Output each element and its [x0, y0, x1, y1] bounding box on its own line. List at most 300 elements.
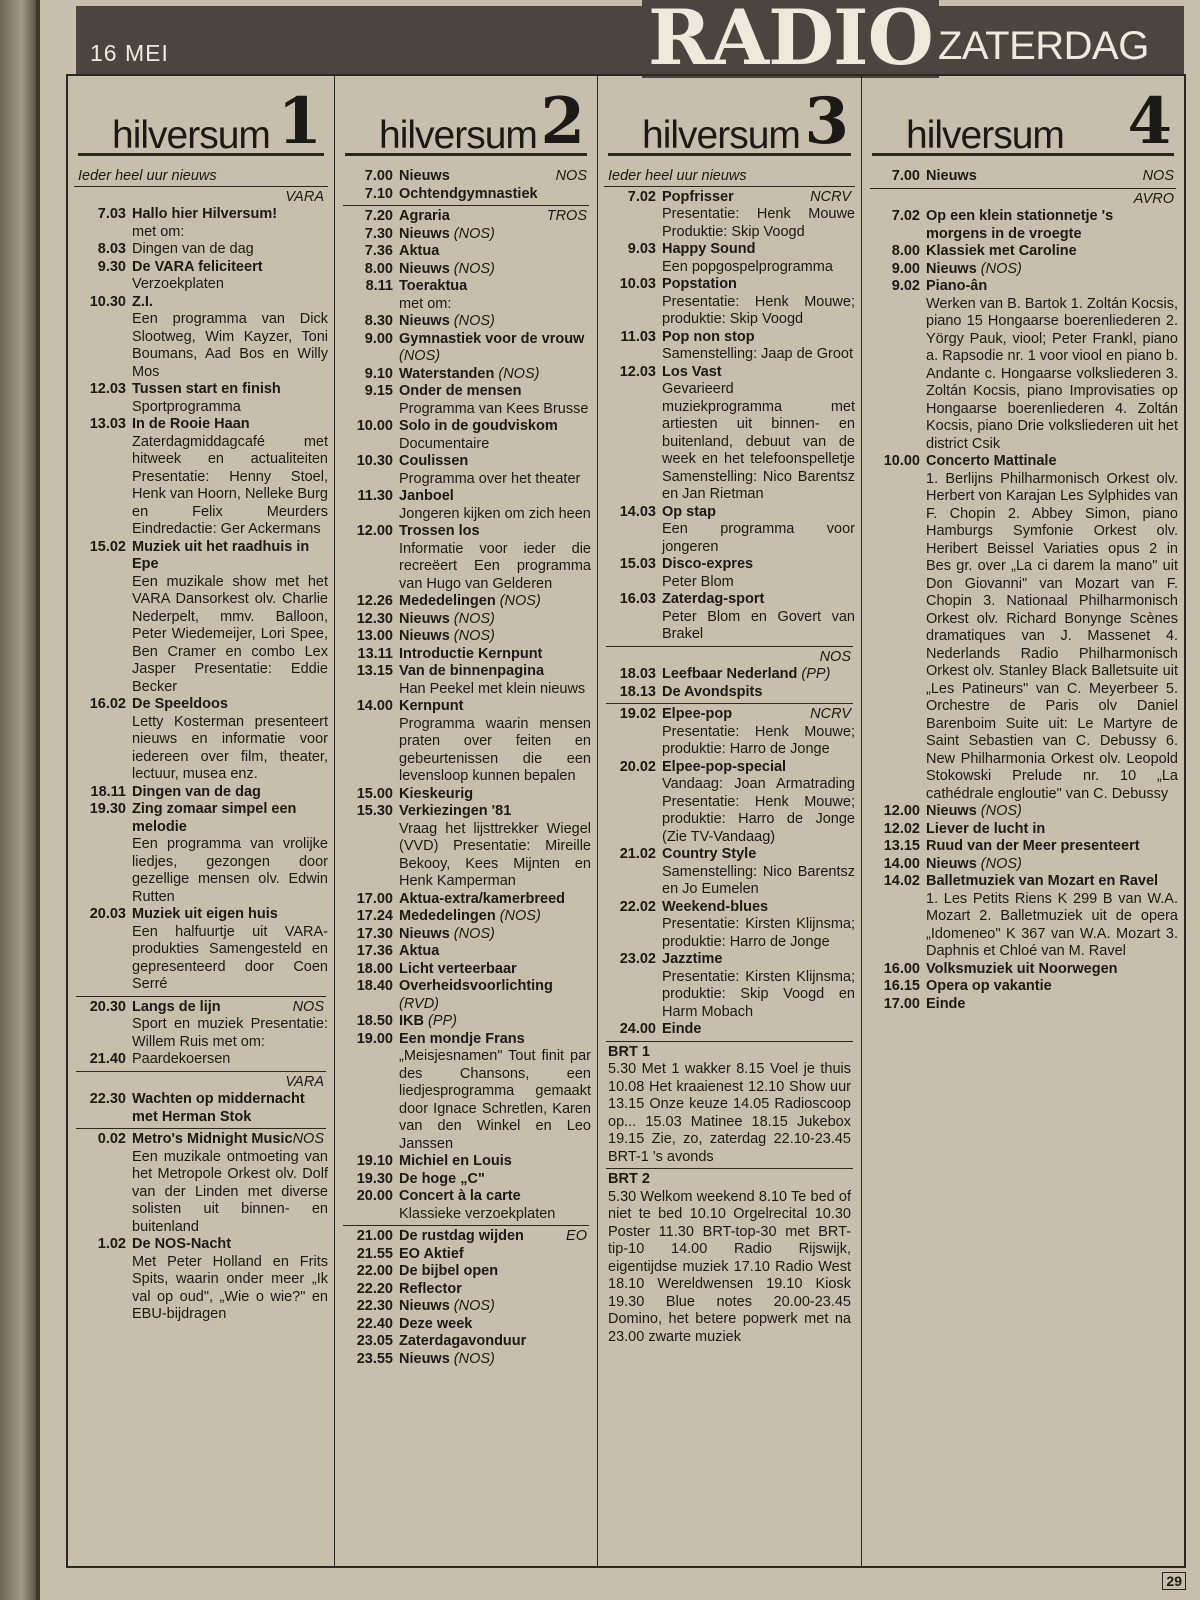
program-description: Zaterdagmiddagcafé met hitweek en actualiteiten Presentatie: Henny Stoel, Henk van Hoorn, Nelleke Burg en Felix Meurders Eindredactie: Ger Ackermans	[132, 433, 328, 537]
divider	[606, 1168, 853, 1169]
page-banner	[76, 0, 1184, 82]
program-title: Happy Sound	[662, 241, 756, 257]
program-description: Een programma voor jongeren	[662, 521, 855, 555]
program-time: 7.20	[364, 208, 393, 224]
program-row	[74, 416, 328, 539]
program-info	[132, 1091, 328, 1126]
program-title-line	[399, 208, 591, 226]
program-time: 19.02	[619, 706, 656, 722]
program-info	[399, 1298, 591, 1316]
program-time: 9.02	[891, 278, 920, 294]
program-title-line	[399, 1263, 591, 1281]
program-info	[662, 329, 855, 364]
program-title-line	[399, 908, 591, 926]
program-info	[399, 1188, 591, 1223]
program-row	[341, 1188, 591, 1223]
program-time: 12.03	[619, 363, 656, 380]
program-title-line	[662, 189, 855, 207]
program-info	[662, 276, 855, 329]
program-info	[132, 801, 328, 906]
program-title-line	[926, 278, 1178, 296]
program-title: Introductie Kernpunt	[399, 645, 543, 662]
program-title: Deze week	[399, 1315, 473, 1332]
program-info	[662, 706, 855, 759]
section-day: ZATERDAG	[938, 24, 1149, 68]
program-description: Peter Blom	[662, 573, 734, 590]
program-info	[132, 906, 328, 994]
program-info	[132, 784, 328, 802]
program-row	[74, 381, 328, 416]
program-time: 17.00	[356, 890, 393, 907]
page-date: 16 MEI	[90, 40, 169, 66]
program-title: De Speeldoos	[132, 696, 228, 712]
program-title: De hoge „C"	[399, 1170, 485, 1187]
broadcaster-label: VARA	[285, 1073, 324, 1090]
program-title: De VARA feliciteert	[132, 258, 263, 275]
program-row	[341, 611, 591, 629]
program-title-line	[926, 453, 1178, 471]
program-title: Balletmuziek van Mozart en Ravel	[926, 873, 1159, 889]
program-info	[132, 1236, 328, 1324]
program-row	[74, 696, 328, 784]
program-row	[74, 206, 328, 241]
program-info	[926, 856, 1178, 874]
program-row	[341, 1171, 591, 1189]
divider	[76, 1128, 326, 1129]
program-time: 20.30	[89, 998, 126, 1015]
program-info	[132, 241, 328, 259]
program-title-line	[399, 453, 591, 471]
program-row	[341, 1281, 591, 1299]
program-title: Kieskeurig	[399, 785, 474, 802]
brt2-title: BRT 2	[608, 1171, 650, 1187]
program-title-line	[399, 1013, 591, 1031]
program-time: 10.03	[619, 276, 656, 292]
program-title-line	[399, 1188, 591, 1206]
program-title: Leefbaar Nederland	[662, 666, 798, 682]
station-name: hilversum	[906, 114, 1064, 157]
program-time: 22.40	[356, 1315, 393, 1332]
program-row	[868, 208, 1178, 243]
program-title: De rustdag wijden	[399, 1228, 524, 1244]
program-title-line	[399, 278, 591, 296]
program-time: 18.13	[619, 683, 656, 700]
program-title-line	[926, 873, 1178, 891]
program-time: 22.02	[619, 898, 656, 915]
program-row	[341, 593, 591, 611]
news-note: Ieder heel uur nieuws	[74, 168, 328, 187]
program-title: Nieuws	[399, 313, 450, 329]
program-title-line	[926, 996, 1178, 1014]
program-title: Z.I.	[132, 293, 153, 310]
program-title: Ochtendgymnastiek	[399, 185, 538, 202]
program-time: 10.00	[883, 453, 920, 469]
program-title: Toeraktua	[399, 278, 468, 294]
program-title-line	[399, 961, 591, 979]
program-time: 20.02	[619, 758, 656, 775]
program-info	[662, 556, 855, 591]
program-time: 16.00	[883, 960, 920, 977]
program-row	[341, 313, 591, 331]
program-info	[132, 696, 328, 784]
column-hilversum-1	[68, 76, 335, 1566]
program-row	[74, 784, 328, 802]
program-listing	[66, 74, 1186, 1568]
program-row	[341, 186, 591, 204]
program-title: Muziek uit eigen huis	[132, 906, 278, 922]
program-title: De NOS-Nacht	[132, 1236, 232, 1252]
program-time: 14.00	[883, 855, 920, 872]
program-time: 22.20	[356, 1280, 393, 1297]
program-info	[399, 261, 591, 279]
program-time: 13.00	[356, 628, 393, 644]
program-info	[399, 278, 591, 313]
program-time: 8.00	[364, 260, 393, 277]
program-title: Popfrisser	[662, 188, 734, 205]
program-title: Michiel en Louis	[399, 1153, 512, 1169]
program-title: Weekend-blues	[662, 898, 769, 915]
program-row	[341, 1246, 591, 1264]
program-description: Programma waarin mensen praten over feiten en gebeurtenissen die een levensloop kunnen bepalen	[399, 715, 591, 784]
program-info	[662, 364, 855, 504]
program-time: 19.30	[356, 1170, 393, 1187]
program-title-line	[662, 846, 855, 864]
program-title: Reflector	[399, 1280, 462, 1297]
station-number: 1	[277, 84, 322, 159]
program-time: 11.30	[357, 488, 393, 504]
program-title: Onder de mensen	[399, 383, 522, 399]
program-description: Een programma van Dick Slootweg, Wim Kayzer, Toni Boumans, Aad Bos en Willy Mos	[132, 311, 328, 380]
program-info	[399, 786, 591, 804]
program-description: 1. Les Petits Riens K 299 B van W.A. Mozart 2. Balletmuziek uit de opera „Idomeneo" K 367 van W.A. Mozart 3. Daphnis et Chloé van M. Ravel	[926, 890, 1178, 959]
broadcaster-label: NOS	[292, 1131, 324, 1147]
program-title: Kernpunt	[399, 698, 464, 714]
program-title-line	[132, 1091, 328, 1126]
program-description: Presentatie: Henk Mouwe; produktie: Harro de Jonge	[662, 723, 855, 757]
divider	[76, 996, 326, 997]
program-time: 7.02	[627, 188, 656, 205]
program-time: 9.00	[891, 260, 920, 277]
program-time: 12.30	[356, 610, 393, 627]
program-description: Presentatie: Henk Mouwe Produktie: Skip Voogd	[662, 206, 855, 240]
program-time: 13.11	[357, 645, 393, 662]
program-info	[926, 453, 1178, 803]
program-title: Op stap	[662, 503, 716, 520]
column-hilversum-3	[598, 76, 862, 1566]
program-row	[341, 978, 591, 1013]
program-row	[341, 646, 591, 664]
program-time: 16.03	[619, 591, 656, 607]
program-time: 23.02	[619, 951, 656, 967]
program-info	[926, 208, 1178, 243]
program-row	[341, 1153, 591, 1171]
program-title-line	[662, 706, 855, 724]
program-info	[399, 698, 591, 786]
program-description: Een muzikale ontmoeting van het Metropole Orkest olv. Dolf van der Linden met diverse solisten uit binnen- en buitenland	[132, 1148, 328, 1235]
program-info	[132, 539, 328, 697]
station-header	[345, 84, 587, 159]
program-time: 12.00	[356, 523, 393, 539]
program-title-line	[399, 226, 591, 244]
program-info	[926, 803, 1178, 821]
broadcaster-label: NCRV	[810, 188, 851, 205]
program-info	[399, 926, 591, 944]
program-info	[399, 383, 591, 418]
program-description: Samenstelling: Nico Barentsz en Jo Eumelen	[662, 863, 855, 897]
program-description: „Meisjesnamen" Tout finit par des Chansons, een liedjesprogramma gemaakt door Ignace Schretlen, Karen van den Winkel en Leo Janssen	[399, 1048, 591, 1152]
program-time: 22.30	[89, 1091, 126, 1107]
magazine-page	[40, 0, 1200, 1600]
program-title: De bijbel open	[399, 1263, 499, 1279]
brt1-text: 5.30 Met 1 wakker 8.15 Voel je thuis 10.08 Het kraaienest 12.10 Show uur 13.15 Onze keuze 14.05 Radioscoop op... 15.03 Matinee 18.15 Jukebox 19.15 Zie, zo, zaterdag 22.10-23.45 BRT-1 's avonds	[608, 1061, 851, 1165]
program-title-line	[132, 696, 328, 714]
program-title: Volksmuziek uit Noorwegen	[926, 960, 1118, 977]
program-time: 10.30	[356, 453, 393, 469]
program-time: 7.00	[891, 168, 920, 184]
program-row	[341, 523, 591, 593]
program-row	[868, 168, 1178, 186]
program-info	[926, 243, 1178, 261]
program-row	[341, 803, 591, 891]
program-info	[399, 593, 591, 611]
program-time: 7.00	[364, 168, 393, 184]
program-row	[341, 278, 591, 313]
program-title: Waterstanden	[399, 365, 495, 382]
program-info	[926, 261, 1178, 279]
program-row	[868, 873, 1178, 961]
program-title: Country Style	[662, 846, 757, 862]
program-time: 15.03	[619, 556, 656, 572]
program-title: Zing zomaar simpel een melodie	[132, 801, 297, 835]
program-time: 21.55	[356, 1245, 393, 1262]
program-row	[868, 278, 1178, 453]
program-info	[399, 1351, 591, 1369]
program-title-line	[399, 168, 591, 186]
program-row	[341, 663, 591, 698]
program-description: Een programma van vrolijke liedjes, gezongen door gezellige mensen olv. Edwin Rutten	[132, 836, 328, 905]
program-time: 14.03	[619, 503, 656, 520]
program-title-line	[399, 803, 591, 821]
program-title: Nieuws	[399, 1350, 450, 1367]
divider	[606, 646, 853, 647]
program-title: Zaterdagavonduur	[399, 1333, 527, 1349]
program-row	[341, 488, 591, 523]
page-number: 29	[1162, 1572, 1186, 1590]
broadcaster-label: NCRV	[810, 706, 851, 722]
program-info	[662, 684, 855, 702]
program-time: 17.36	[356, 943, 393, 959]
broadcaster-label: TROS	[546, 208, 587, 224]
program-title-line	[399, 1153, 591, 1171]
program-title: Elpee-pop	[662, 706, 733, 722]
program-title: Disco-expres	[662, 556, 754, 572]
broadcaster-note: (NOS)	[499, 593, 541, 609]
divider	[870, 188, 1176, 189]
program-info	[926, 873, 1178, 961]
broadcaster-note: (PP)	[428, 1013, 458, 1029]
program-info	[926, 168, 1178, 186]
program-time: 13.03	[89, 416, 126, 432]
program-title-line	[926, 961, 1178, 979]
program-time: 9.15	[364, 383, 393, 399]
program-title-line	[662, 684, 855, 702]
program-info	[399, 663, 591, 698]
program-time: 18.00	[356, 960, 393, 977]
program-row	[604, 364, 855, 504]
program-description: Verzoekplaten	[132, 276, 224, 292]
program-time: 7.03	[97, 206, 126, 222]
program-row	[74, 999, 328, 1052]
program-info	[399, 488, 591, 523]
program-row	[341, 786, 591, 804]
program-info	[399, 646, 591, 664]
program-time: 22.30	[356, 1298, 393, 1314]
program-title: Nieuws	[926, 855, 977, 872]
adjacent-page-edge	[0, 0, 36, 1600]
broadcaster-label: NOS	[1142, 168, 1174, 184]
program-row	[868, 803, 1178, 821]
program-info	[132, 381, 328, 416]
program-description: Documentaire	[399, 435, 490, 452]
program-time: 19.10	[356, 1153, 393, 1169]
program-time: 20.03	[89, 906, 126, 922]
broadcaster-note: (NOS)	[453, 925, 495, 942]
program-row	[74, 294, 328, 382]
program-info	[399, 313, 591, 331]
program-title-line	[662, 329, 855, 347]
column-hilversum-2	[335, 76, 598, 1566]
program-title: De Avondspits	[662, 683, 763, 700]
station-number: 2	[540, 84, 585, 159]
program-time: 11.03	[620, 328, 656, 345]
program-title: Verkiezingen '81	[399, 803, 512, 819]
program-time: 24.00	[619, 1021, 656, 1037]
program-row	[341, 366, 591, 384]
program-title-line	[399, 628, 591, 646]
program-time: 12.26	[356, 593, 393, 609]
program-time: 19.00	[356, 1030, 393, 1047]
program-description: Letty Kosterman presenteert nieuws en informatie voor iedereen over film, theater, lectuur, musea enz.	[132, 713, 328, 782]
program-title-line	[399, 926, 591, 944]
program-row	[341, 908, 591, 926]
program-info	[132, 416, 328, 539]
program-row	[341, 1351, 591, 1369]
program-title: Metro's Midnight Music	[132, 1131, 293, 1147]
program-time: 21.02	[619, 846, 656, 862]
program-title-line	[399, 943, 591, 961]
program-row	[341, 168, 591, 186]
program-description: Presentatie: Kirsten Klijnsma; produktie: Harro de Jonge	[662, 916, 855, 950]
program-title: Nieuws	[399, 925, 450, 942]
program-time: 8.11	[365, 278, 393, 294]
program-time: 19.30	[89, 801, 126, 817]
program-title: Aktua	[399, 243, 440, 259]
program-description: Presentatie: Henk Mouwe; produktie: Skip Voogd	[662, 293, 855, 327]
program-row	[604, 504, 855, 557]
program-title-line	[926, 261, 1178, 279]
program-row	[341, 1298, 591, 1316]
program-row	[341, 698, 591, 786]
program-title-line	[132, 259, 328, 277]
program-title: Nieuws	[399, 1298, 450, 1314]
program-title-line	[132, 801, 328, 836]
program-description: Sportprogramma	[132, 398, 241, 415]
program-title-line	[399, 1333, 591, 1351]
program-row	[74, 906, 328, 994]
station-header	[78, 84, 324, 159]
program-title: Een mondje Frans	[399, 1030, 525, 1047]
program-info	[132, 294, 328, 382]
program-title-line	[399, 186, 591, 204]
program-row	[604, 1021, 855, 1039]
program-info	[662, 951, 855, 1021]
program-time: 10.30	[89, 293, 126, 310]
program-title: Liever de lucht in	[926, 820, 1046, 837]
program-info	[399, 1246, 591, 1264]
program-row	[341, 1263, 591, 1281]
program-description: Vandaag: Joan Armatrading Presentatie: Henk Mouwe; produktie: Harro de Jonge (Zie TV-Vandaag)	[662, 776, 855, 845]
program-row	[604, 329, 855, 364]
program-description: Jongeren kijken om zich heen	[399, 505, 591, 522]
program-info	[399, 331, 591, 366]
program-title: Aktua	[399, 943, 440, 959]
program-title: Hallo hier Hilversum!	[132, 206, 278, 222]
program-title-line	[399, 313, 591, 331]
program-row	[74, 801, 328, 906]
broadcaster-note: (NOS)	[980, 855, 1022, 872]
program-title-line	[399, 523, 591, 541]
program-info	[399, 1153, 591, 1171]
station-number: 3	[804, 84, 849, 159]
program-description: 1. Berlijns Philharmonisch Orkest olv. Herbert von Karajan Les Sylphides van F. Chopin 2. Abbey Simon, piano Hamburgs Symfonie Orkest olv. Heribert Beissel Variaties opus 2 in Bes gr. over „La ci darem la mano" uit Don Giovanni" van Mozart van F. Chopin 3. Nationaal Philharmonisch Orkest olv. Richard Bonynge Scènes dramatiques van J. Massenet 4. Nederlands Radio Philharmonisch Orkest olv. Stanley Black Balletsuite uit „Les Patineurs" van C. Meyerbeer 5. Orchestre de Paris olv Daniel Barenboim Suite uit: Le Martyre de Saint Sebastien van C. Debussy 6. New Philharmonia Orkest olv. Leopold Stokowski Prelude nr. 10 „La cathédrale engloutie" van C. Debussy	[926, 470, 1178, 802]
program-info	[399, 523, 591, 593]
program-info	[399, 1316, 591, 1334]
program-description: Gevarieerd muziekprogramma met artiesten uit binnen- en buitenland, debuut van de week en het telefoonspelletje Samenstelling: Nico Barentsz en Jan Rietman	[662, 381, 855, 502]
section-title: RADIO	[642, 0, 939, 78]
program-description: Met Peter Holland en Frits Spits, waarin onder meer „Ik val op oud", „Wie o wie?" en EBU-bijdragen	[132, 1253, 328, 1322]
program-info	[926, 978, 1178, 996]
program-title-line	[399, 698, 591, 716]
program-time: 13.15	[356, 663, 393, 679]
program-title-line	[132, 906, 328, 924]
program-row	[341, 383, 591, 418]
program-row	[341, 1031, 591, 1154]
program-title: Zaterdag-sport	[662, 591, 765, 607]
program-info	[399, 453, 591, 488]
station-name: hilversum	[379, 114, 537, 157]
program-time: 17.00	[883, 995, 920, 1012]
program-title-line	[662, 666, 855, 684]
program-time: 8.00	[891, 243, 920, 259]
program-title: Gymnastiek voor de vrouw	[399, 330, 585, 347]
program-title-line	[926, 821, 1178, 839]
program-row	[341, 261, 591, 279]
program-title: Langs de lijn	[132, 998, 221, 1015]
broadcaster-note: (NOS)	[980, 260, 1022, 277]
program-title-line	[399, 1228, 591, 1246]
program-row	[868, 856, 1178, 874]
program-title: Einde	[926, 995, 966, 1012]
program-title-line	[399, 383, 591, 401]
program-info	[926, 278, 1178, 453]
program-info	[132, 999, 328, 1052]
program-description: Samenstelling: Jaap de Groot	[662, 346, 854, 362]
program-time: 9.10	[364, 365, 393, 382]
broadcaster-note: (NOS)	[453, 225, 495, 242]
program-info	[926, 961, 1178, 979]
program-time: 18.40	[356, 978, 393, 994]
program-info	[399, 226, 591, 244]
